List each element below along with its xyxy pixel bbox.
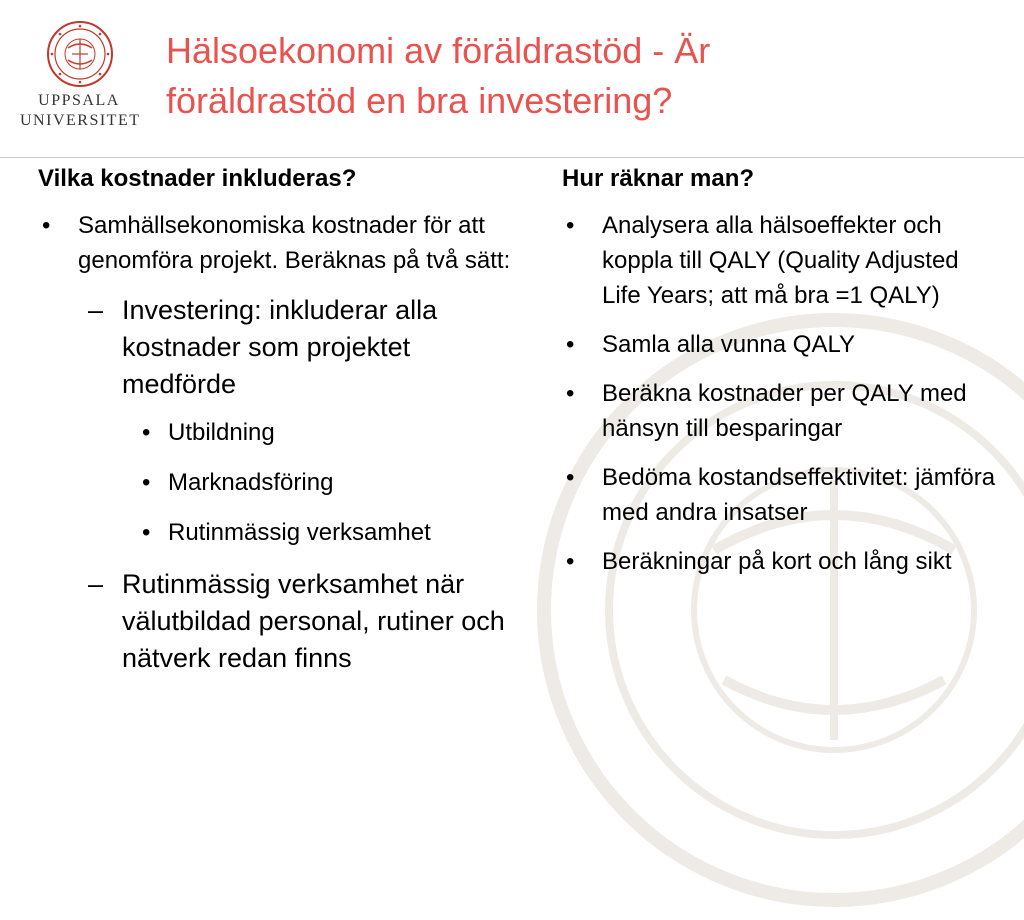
right-bullet-item: • Beräkningar på kort och lång sikt [562, 544, 1002, 579]
university-logo [20, 20, 141, 138]
right-heading: Hur räknar man? [562, 165, 755, 192]
left-sub-investment: – Investering: inkluderar alla kostnader som projektet medförde [38, 292, 518, 403]
left-bullet-list [38, 208, 518, 677]
left-subsub-item: • Marknadsföring [38, 466, 518, 500]
right-bullet-item: • Samla alla vunna QALY [562, 327, 1002, 362]
left-heading: Vilka kostnader inkluderas? [38, 165, 357, 192]
left-bullet-costs: • Samhällsekonomiska kostnader för att genomföra projekt. Beräknas på två sätt: [38, 208, 518, 278]
right-bullet-item: • Analysera alla hälsoeffekter och koppla till QALY (Quality Adjusted Life Years; att må bra =1 QALY) [562, 208, 1002, 313]
university-seal-icon [46, 20, 114, 88]
slide-header [0, 0, 1024, 158]
slide-title-line2: föräldrastöd en bra investering? [166, 80, 673, 121]
right-bullet-item: • Beräkna kostnader per QALY med hänsyn till besparingar [562, 376, 1002, 446]
right-bullet-item: • Bedöma kostandseffektivitet: jämföra med andra insatser [562, 460, 1002, 530]
slide-title-line1: Hälsoekonomi av föräldrastöd - Är [166, 30, 711, 71]
logo-text-line2: UNIVERSITET [20, 112, 141, 129]
slide-title [166, 26, 966, 126]
right-bullet-list [562, 208, 1002, 579]
left-subsub-item: • Rutinmässig verksamhet [38, 516, 518, 550]
left-subsub-item: • Utbildning [38, 416, 518, 450]
left-sub-routine: – Rutinmässig verksamhet när välutbildad personal, rutiner och nätverk redan finns [38, 566, 518, 677]
right-column [562, 162, 1002, 593]
left-column [38, 162, 518, 690]
logo-text-line1: UPPSALA [38, 92, 120, 109]
